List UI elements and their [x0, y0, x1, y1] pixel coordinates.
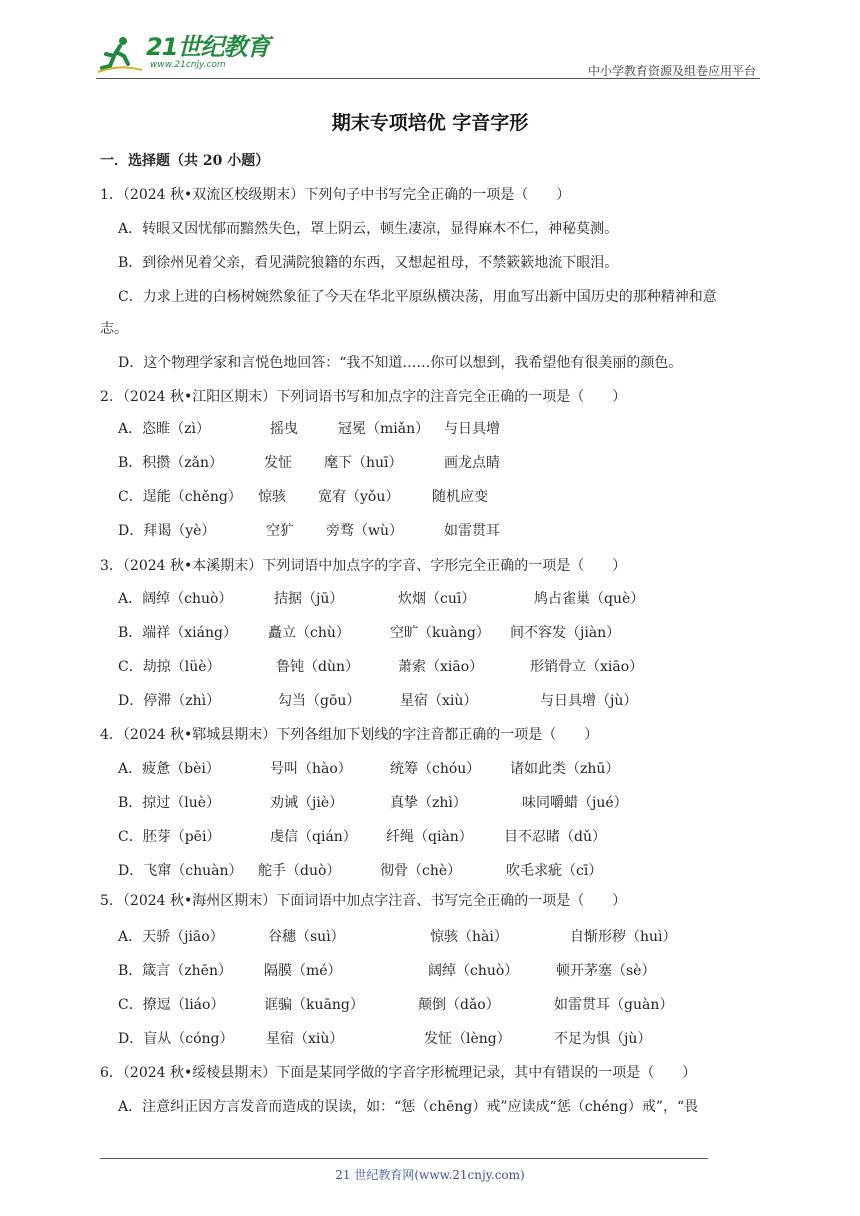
question-6-option-a: A．注意纠正因方言发音而造成的误读，如：“惩（chēng）戒”应读成“惩（chéng）戒”，“畏: [118, 1099, 699, 1115]
section-heading: 一．选择题（共 20 小题）: [100, 153, 270, 169]
header-divider: [96, 78, 760, 79]
question-6-stem: 6．（2024 秋•绥棱县期末）下面是某同学做的字音字形梳理记录，其中有错误的一项是（ ）: [100, 1065, 697, 1081]
page-title: 期末专项培优 字音字形: [331, 112, 529, 134]
question-1-option-a: A．转眼又因忧郁而黯然失色，罩上阴云，顿生凄凉，显得麻木不仁，神秘莫测。: [118, 221, 619, 237]
question-2-stem: 2．（2024 秋•江阳区期末）下列词语书写和加点字的注音完全正确的一项是（ ）: [100, 389, 627, 405]
page-header: [96, 28, 760, 80]
runner-logo-icon: [96, 34, 144, 74]
question-1-option-b: B．到徐州见着父亲，看见满院狼籍的东西，又想起祖母，不禁簌簌地流下眼泪。: [118, 255, 619, 271]
question-1-option-c-continuation: 志。: [100, 321, 128, 337]
site-logo[interactable]: [96, 34, 269, 74]
footer-link[interactable]: 21 世纪教育网(www.21cnjy.com): [335, 1168, 525, 1182]
footer-divider: [100, 1158, 708, 1159]
question-5-stem: 5．（2024 秋•海州区期末）下面词语中加点字注音、书写完全正确的一项是（ ）: [100, 893, 627, 909]
platform-name: 中小学教育资源及组卷应用平台: [587, 64, 756, 78]
logo-name: 21世纪教育: [146, 33, 270, 61]
logo-url: www.21cnjy.com: [150, 60, 226, 70]
question-4-stem: 4．（2024 秋•郓城县期末）下列各组加下划线的字注音都正确的一项是（ ）: [100, 727, 599, 743]
question-1-stem: 1．（2024 秋•双流区校级期末）下列句子中书写完全正确的一项是（ ）: [100, 187, 571, 203]
question-3-stem: 3．（2024 秋•本溪期末）下列词语中加点字的字音、字形完全正确的一项是（ ）: [100, 558, 627, 574]
question-1-option-d: D．这个物理学家和言悦色地回答：“我不知道……你可以想到，我希望他有很美丽的颜色。: [118, 355, 683, 371]
question-1-option-c: C．力求上进的白杨树婉然象征了今天在华北平原纵横决荡，用血写出新中国历史的那种精神和意: [118, 289, 717, 305]
